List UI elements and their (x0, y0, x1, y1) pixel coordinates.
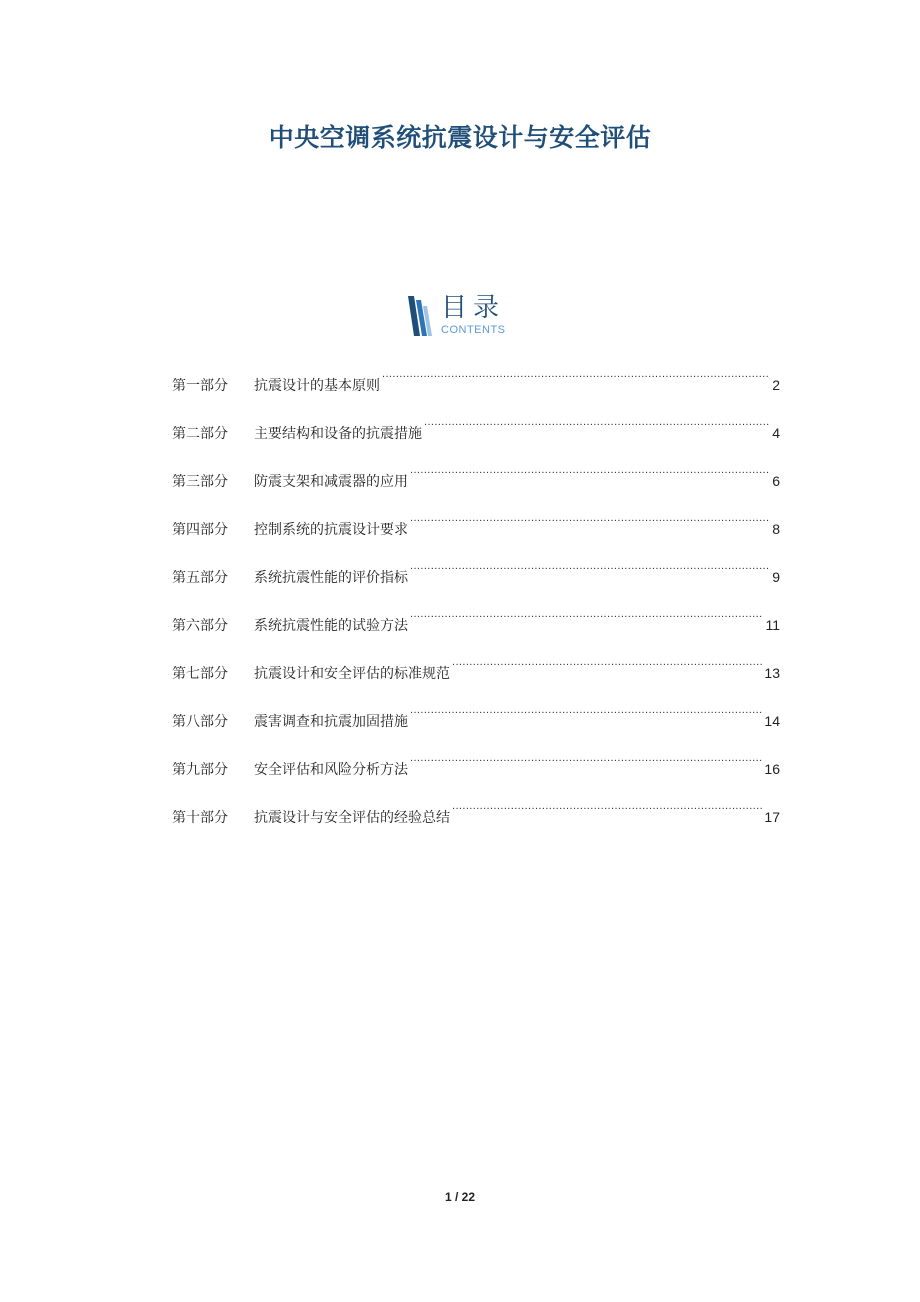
toc-leader-dots (452, 798, 762, 822)
toc-entry-title: 抗震设计和安全评估的标准规范 (254, 666, 450, 682)
toc-entry-part: 第六部分 (172, 618, 228, 634)
toc-entry[interactable] (172, 510, 780, 558)
toc-leader-dots (452, 654, 762, 678)
toc-entry-page: 8 (772, 521, 780, 537)
toc-leader-dots (410, 606, 763, 630)
toc-entry-page: 6 (772, 473, 780, 489)
toc-entry-title: 震害调查和抗震加固措施 (254, 714, 408, 730)
toc-entry[interactable] (172, 366, 780, 414)
toc-entry-title: 防震支架和减震器的应用 (254, 474, 408, 490)
toc-entry-page: 11 (765, 617, 780, 633)
toc-entry-part: 第三部分 (172, 474, 228, 490)
toc-entry-page: 2 (772, 377, 780, 393)
toc-entry-part: 第九部分 (172, 762, 228, 778)
toc-entry-part: 第二部分 (172, 426, 228, 442)
toc-leader-dots (424, 414, 770, 438)
toc-entry-title: 主要结构和设备的抗震措施 (254, 426, 422, 442)
toc-entry[interactable] (172, 750, 780, 798)
toc-entry[interactable] (172, 798, 780, 846)
toc-entry[interactable] (172, 414, 780, 462)
toc-entry[interactable] (172, 702, 780, 750)
toc-entry-part: 第四部分 (172, 522, 228, 538)
toc-entry-page: 16 (764, 761, 780, 777)
toc-leader-dots (410, 558, 770, 582)
toc-entry-page: 14 (764, 713, 780, 729)
toc-entry-title: 抗震设计与安全评估的经验总结 (254, 810, 450, 826)
toc-entry-part: 第七部分 (172, 666, 228, 682)
toc-entry[interactable] (172, 558, 780, 606)
toc-leader-dots (382, 366, 770, 390)
toc-list (172, 366, 780, 846)
toc-leader-dots (410, 462, 770, 486)
toc-leader-dots (410, 702, 762, 726)
toc-entry-title: 系统抗震性能的试验方法 (254, 618, 408, 634)
toc-entry-page: 17 (764, 809, 780, 825)
toc-heading-block (0, 293, 920, 340)
toc-entry-part: 第十部分 (172, 810, 228, 826)
toc-entry-title: 抗震设计的基本原则 (254, 378, 380, 394)
toc-entry-page: 13 (764, 665, 780, 681)
toc-entry-page: 9 (772, 569, 780, 585)
toc-subheading: CONTENTS (441, 324, 506, 336)
toc-entry-part: 第一部分 (172, 378, 228, 394)
page-number-footer: 1 / 22 (444, 1190, 476, 1204)
toc-entry[interactable] (172, 654, 780, 702)
toc-heading: 目录 (441, 293, 506, 323)
toc-entry-page: 4 (772, 425, 780, 441)
toc-entry-title: 系统抗震性能的评价指标 (254, 570, 408, 586)
toc-leader-dots (410, 510, 770, 534)
document-title: 中央空调系统抗震设计与安全评估 (268, 123, 652, 152)
toc-entry-part: 第八部分 (172, 714, 228, 730)
toc-entry[interactable] (172, 462, 780, 510)
toc-stripes-logo-icon (408, 296, 432, 336)
toc-entry-title: 控制系统的抗震设计要求 (254, 522, 408, 538)
toc-entry[interactable] (172, 606, 780, 654)
toc-entry-part: 第五部分 (172, 570, 228, 586)
toc-entry-title: 安全评估和风险分析方法 (254, 762, 408, 778)
toc-leader-dots (410, 750, 762, 774)
